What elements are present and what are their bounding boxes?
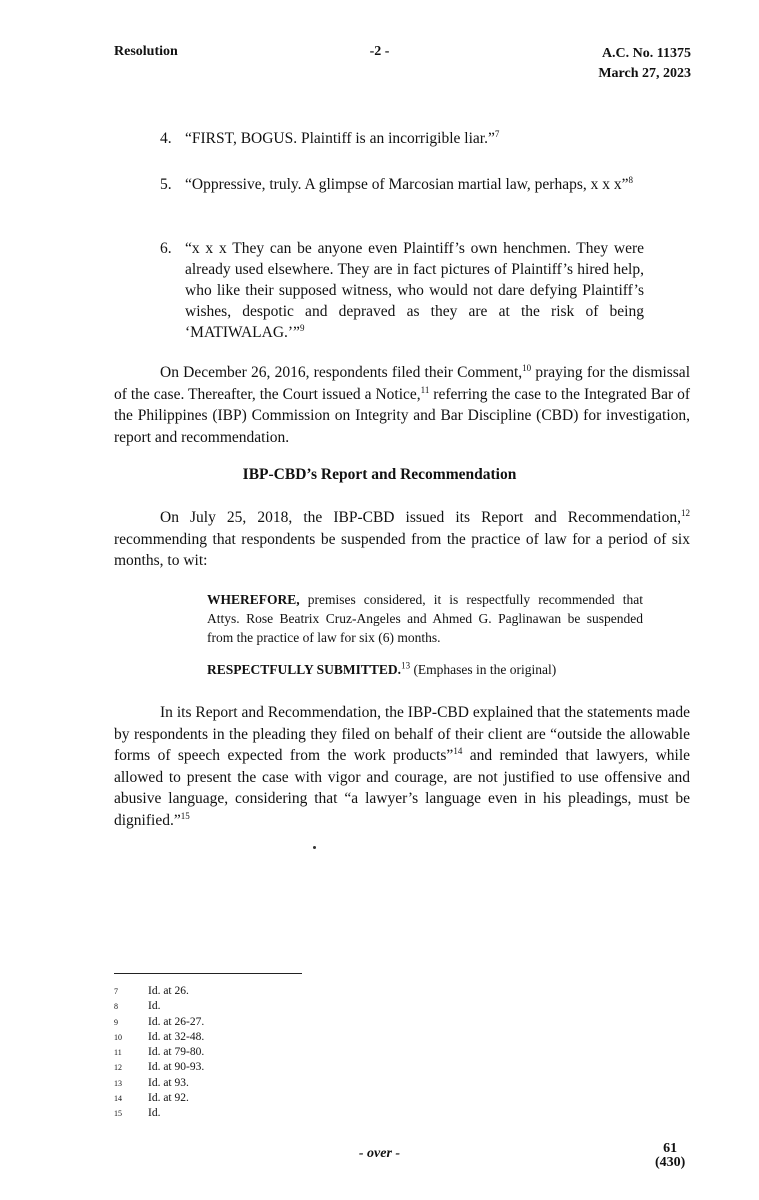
list-item (160, 128, 644, 149)
body-paragraph: On December 26, 2016, respondents filed their Comment,$^{10}$ praying for the dismissal of the case. Thereafter, the Court issued a Notice,$^{11}$ referring the case to the Integrated Bar of the Philippines (IBP) Commission on Integrity and Bar Discipline (CBD) for investigation, report and recommendation. (114, 362, 690, 446)
quote-emphasis: WHEREFORE, (207, 592, 300, 607)
footnote-divider (114, 973, 302, 974)
footnote-ref: 10 (522, 362, 532, 373)
footnote-ref: 11 (420, 384, 430, 395)
section-heading: IBP-CBD’s Report and Recommendation (242, 466, 517, 483)
body-paragraph: On July 25, 2018, the IBP-CBD issued its Report and Recommendation,$^{12}$ recommending that respondents be suspended from the practice of law for a period of six months, to wit: (114, 507, 690, 569)
footnote-ref: 8 (628, 174, 634, 185)
submitted-line: RESPECTFULLY SUBMITTED.$^{13}$ (Emphases in the original) (207, 660, 557, 677)
footer-initials: 61 (663, 1141, 678, 1156)
footnote-ref: 7 (494, 128, 500, 139)
footnote: 11 Id. at 79-80. (114, 1046, 205, 1059)
list-item-number: 6. (160, 240, 172, 257)
footnote: 10 Id. at 32-48. (114, 1030, 205, 1043)
block-quote: WHEREFORE, premises considered, it is respectfully recommended that Attys. Rose Beatrix Cruz-Angeles and Ahmed G. Paglinawan be suspended from the practice of law for six (6) months. (207, 592, 643, 645)
footnotes (114, 984, 204, 1122)
list-item (160, 238, 644, 343)
footnote-ref: 14 (453, 745, 463, 756)
footnote: 7 Id. at 26. (114, 985, 189, 997)
header-document-type: Resolution (114, 44, 178, 59)
list-item (160, 174, 644, 195)
footnote-ref: 15 (180, 810, 190, 821)
footnote-ref: 9 (299, 322, 305, 333)
footer-code (655, 1142, 685, 1170)
header-case-info (598, 44, 691, 84)
body-paragraph: In its Report and Recommendation, the IBP-CBD explained that the statements made by respondents in the pleading they filed on behalf of their client are “outside the allowable forms of speech expected from the work products”$^{14}$ and reminded that lawyers, while allowed to present the case with vigor and courage, are not justified to use offensive and abusive language, considering that “a lawyer’s language even in his pleadings, must be dignified.”$^{15}$ (114, 704, 691, 829)
footnote: 8 Id. (114, 1000, 161, 1013)
list-item-text: “x x x They can be anyone even Plaintiff’s own henchmen. They were already used elsewhere. They are in fact pictures of Plaintiff’s hired help, who like their supposed witness, who would not dare defying Plaintiff’s wishes, despotic and depraved as they are at the risk of being ‘MATIWALAG.’” (185, 240, 644, 341)
case-date: March 27, 2023 (598, 66, 691, 81)
footer-number: (430) (655, 1155, 686, 1170)
page-number: -2 - (369, 44, 390, 59)
footnote: 13 Id. at 93. (114, 1076, 189, 1089)
footnote-ref: 12 (681, 507, 690, 518)
list-item-number: 5. (160, 176, 172, 193)
footnote: 9 Id. at 26-27. (114, 1015, 205, 1028)
list-item-number: 4. (160, 130, 172, 147)
case-number: A.C. No. 11375 (601, 46, 691, 61)
footnote: 14 Id. at 92. (114, 1092, 189, 1105)
list-item-text: “Oppressive, truly. A glimpse of Marcosian martial law, perhaps, x x x” (185, 176, 629, 193)
stray-mark (313, 846, 316, 849)
list-item-text: “FIRST, BOGUS. Plaintiff is an incorrigible liar.” (185, 130, 495, 147)
footer-continuation: - over - (358, 1146, 401, 1161)
footnote-ref: 13 (401, 660, 411, 671)
footnote: 15 Id. (114, 1107, 161, 1120)
footnote: 12 Id. at 90-93. (114, 1061, 205, 1074)
